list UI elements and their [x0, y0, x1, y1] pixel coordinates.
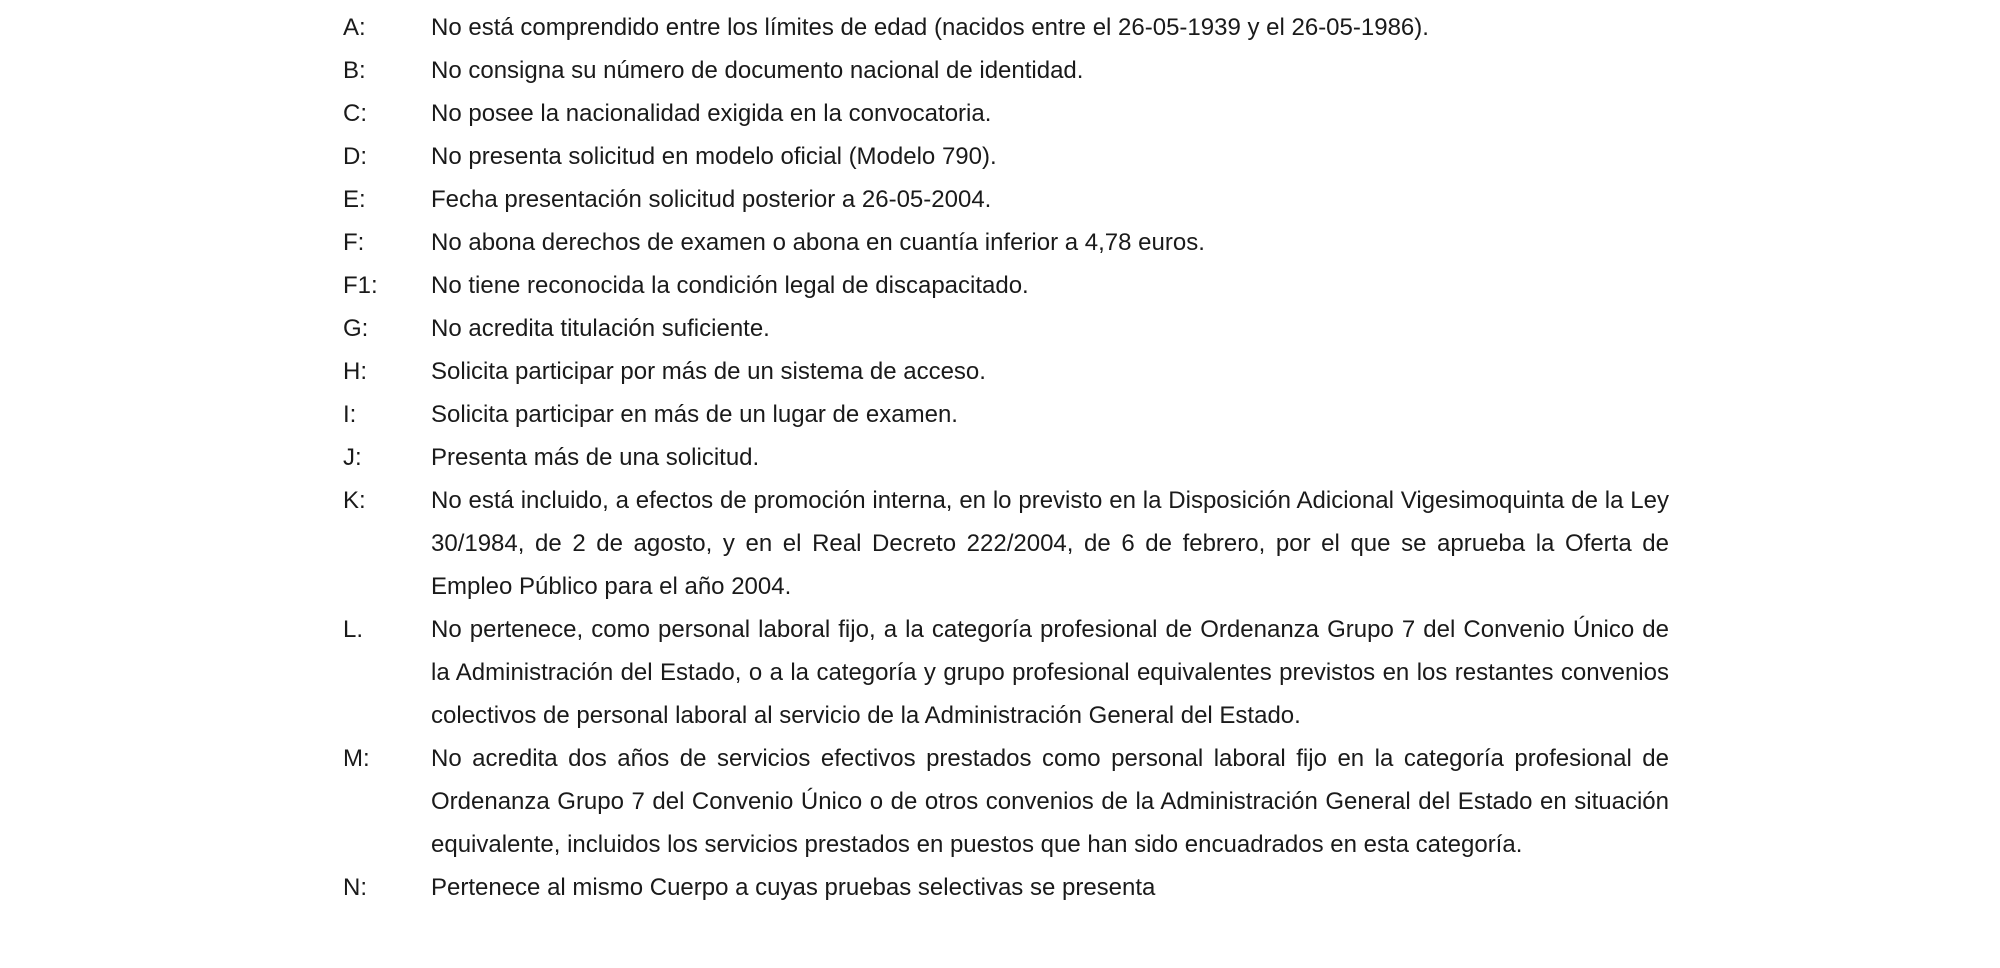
entry-text: Presenta más de una solicitud.	[431, 444, 760, 471]
entry-code: F1:	[343, 272, 378, 299]
entry-text: No tiene reconocida la condición legal de discapacitado.	[431, 272, 1029, 299]
entry-code: E:	[343, 186, 366, 213]
list-item	[343, 737, 1669, 866]
list-item	[343, 49, 1669, 92]
entry-text: Fecha presentación solicitud posterior a 26-05-2004.	[431, 186, 992, 213]
entry-code: N:	[343, 874, 367, 901]
entry-text: No consigna su número de documento nacional de identidad.	[431, 57, 1084, 84]
list-item	[343, 264, 1669, 307]
entry-text: No abona derechos de examen o abona en cuantía inferior a 4,78 euros.	[431, 229, 1205, 256]
entry-code: D:	[343, 143, 367, 170]
list-item	[343, 866, 1669, 909]
list-item	[343, 178, 1669, 221]
entry-code: A:	[343, 14, 366, 41]
list-item	[343, 6, 1669, 49]
entry-code: J:	[343, 444, 362, 471]
entry-text: Pertenece al mismo Cuerpo a cuyas pruebas selectivas se presenta	[431, 874, 1156, 901]
entry-text: Solicita participar por más de un sistema de acceso.	[431, 358, 986, 385]
entry-code: B:	[343, 57, 366, 84]
entry-text: Solicita participar en más de un lugar de examen.	[431, 401, 958, 428]
entry-code: M:	[343, 745, 370, 772]
list-item	[343, 608, 1669, 737]
entry-text: No presenta solicitud en modelo oficial (Modelo 790).	[431, 143, 997, 170]
entry-text: No acredita dos años de servicios efectivos prestados como personal laboral fijo en la categoría profesional de Ordenanza Grupo 7 del Convenio Único o de otros convenios de la Administración General del Estado en situación equivalente, incluidos los servicios prestados en puestos que han sido encuadrados en esta categoría.	[431, 745, 1669, 858]
entry-code: H:	[343, 358, 367, 385]
entry-code: L.	[343, 616, 364, 643]
entry-code: C:	[343, 100, 367, 127]
list-item	[343, 92, 1669, 135]
entry-code: K:	[343, 487, 366, 514]
entry-text: No pertenece, como personal laboral fijo, a la categoría profesional de Ordenanza Grupo 7 del Convenio Único de la Administración del Estado, o a la categoría y grupo profesional equivalentes previstos en los restantes convenios colectivos de personal laboral al servicio de la Administración General del Estado.	[431, 616, 1669, 729]
entry-code: G:	[343, 315, 369, 342]
list-item	[343, 436, 1669, 479]
list-item	[343, 479, 1669, 608]
entry-text: No posee la nacionalidad exigida en la convocatoria.	[431, 100, 992, 127]
list-item	[343, 221, 1669, 264]
exclusion-codes-list	[343, 6, 1669, 909]
entry-text: No está incluido, a efectos de promoción interna, en lo previsto en la Disposición Adicional Vigesimoquinta de la Ley 30/1984, de 2 de agosto, y en el Real Decreto 222/2004, de 6 de febrero, por el que se aprueba la Oferta de Empleo Público para el año 2004.	[431, 487, 1669, 600]
list-item	[343, 393, 1669, 436]
list-item	[343, 135, 1669, 178]
entry-code: I:	[343, 401, 357, 428]
entry-text: No está comprendido entre los límites de edad (nacidos entre el 26-05-1939 y el 26-05-1986).	[431, 14, 1429, 41]
list-item	[343, 307, 1669, 350]
entry-code: F:	[343, 229, 365, 256]
entry-text: No acredita titulación suficiente.	[431, 315, 770, 342]
list-item	[343, 350, 1669, 393]
